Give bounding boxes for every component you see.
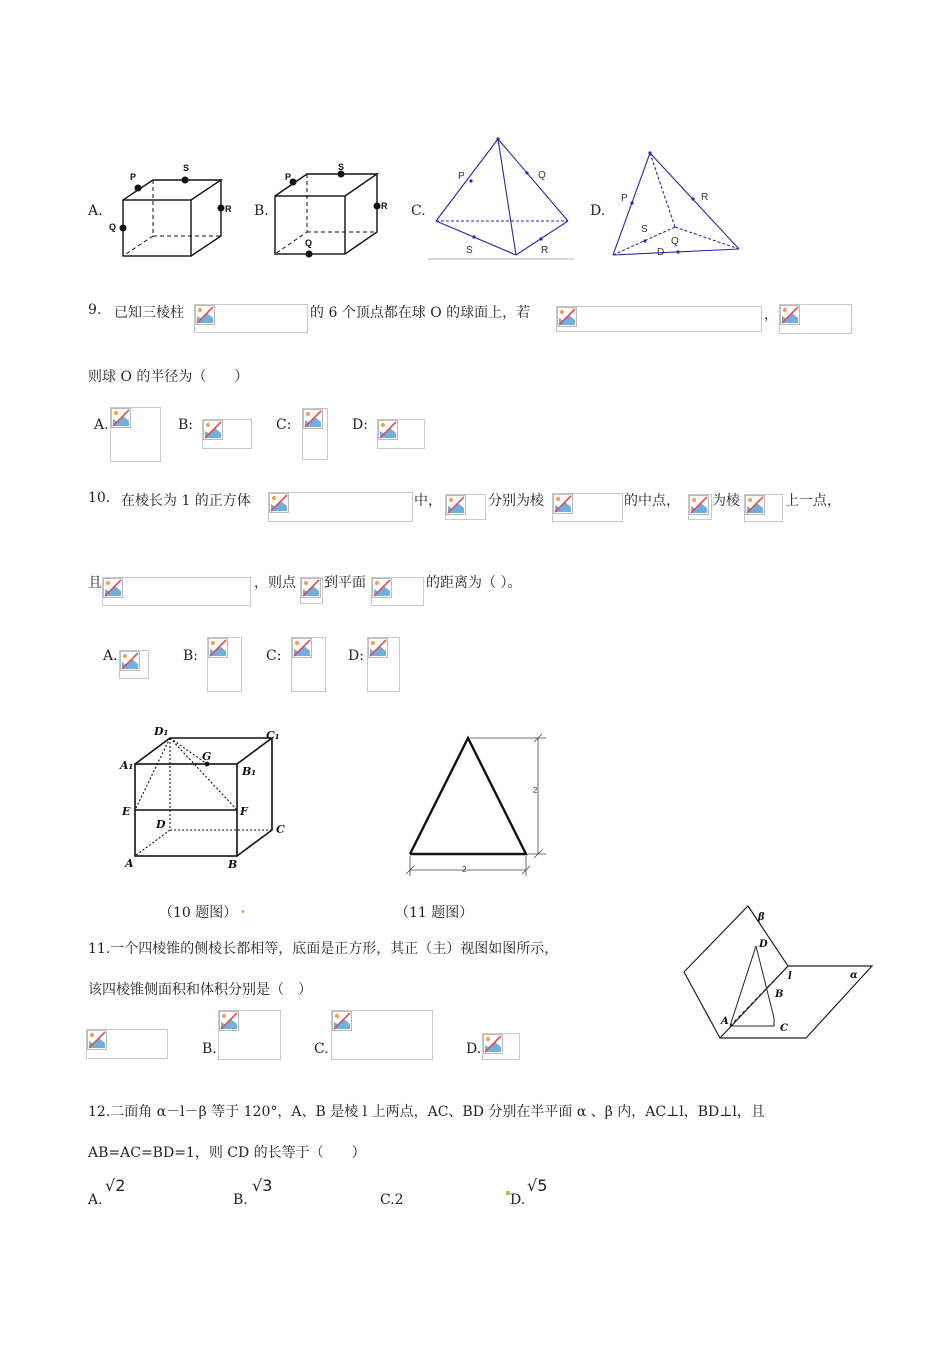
svg-text:S: S [183,163,190,173]
sqrt-5: √5 [527,1176,548,1195]
formula-image [556,306,762,332]
svg-text:R: R [381,201,388,211]
option-image [202,419,252,449]
option-image [367,637,400,692]
option-image [377,419,425,449]
svg-text:α: α [850,970,858,981]
svg-text:A₁: A₁ [120,759,134,772]
formula-image [300,577,323,604]
q10-option-b: B: [183,648,199,664]
option-image [302,408,328,460]
q9-text: 的 6 个顶点都在球 O 的球面上，若 [310,305,531,321]
q12-line2: AB=AC=BD=1，则 CD 的长等于（ ） [88,1145,366,1161]
svg-text:P: P [130,172,137,182]
svg-text:E: E [122,805,131,818]
formula-image [268,492,413,522]
sqrt-3: √3 [252,1176,273,1195]
option-image [119,650,149,679]
svg-text:P: P [285,172,292,182]
q8-option-b: B. [254,203,269,219]
svg-text:G: G [202,750,212,763]
tetrahedron-figure-d [605,145,750,260]
svg-text:D: D [657,247,665,258]
svg-text:2: 2 [462,865,467,874]
q10-option-c: C: [266,648,282,664]
svg-text:Q: Q [109,222,117,232]
q11-line2: 该四棱锥侧面积和体积分别是（ ） [88,982,312,998]
svg-text:P: P [458,171,465,182]
q8-option-c: C. [411,203,426,219]
option-image [218,1010,281,1060]
q10-option-d: D: [348,648,364,664]
option-image [86,1029,168,1059]
q9-number: 9. [88,302,102,318]
q9-option-a: A. [94,417,109,433]
svg-text:A: A [125,857,134,870]
q8-option-a: A. [88,203,103,219]
q10-option-a: A. [103,648,118,664]
formula-image [779,304,852,334]
tetrahedron-figure-c [428,133,578,263]
q12-line1: 12.二面角 α－l－β 等于 120°，A、B 是棱 l 上两点，AC、BD 分别在半平面 α 、β 内，AC⊥l，BD⊥l，且 [88,1104,765,1120]
q12-option-d: D. [510,1192,526,1208]
svg-text:β: β [758,912,765,923]
formula-image [194,304,308,333]
q9-option-b: B: [178,417,194,433]
svg-text:P: P [621,193,628,204]
svg-text:D: D [156,818,166,831]
svg-text:l: l [788,971,792,982]
formula-image [744,494,783,522]
svg-text:F: F [240,805,248,818]
cube-figure-a [105,160,240,260]
svg-text:R: R [701,192,709,203]
option-image [207,637,242,692]
option-image [291,637,326,692]
q9-line2: 则球 O 的半径为（ ） [88,369,249,385]
svg-text:A: A [721,1016,729,1027]
option-image [331,1010,433,1060]
q12-option-b: B. [233,1192,248,1208]
q11-option-c: C. [314,1041,329,1057]
svg-text:Q: Q [671,236,679,247]
option-image [110,407,161,462]
q10-number: 10. [88,490,111,506]
cube-figure-b [265,160,400,260]
figure-11-caption: （11 题图） [395,905,474,921]
dihedral-angle-figure-12 [678,900,878,1045]
q11-line1: 11.一个四棱锥的侧棱长都相等，底面是正方形，其正（主）视图如图所示， [88,941,559,957]
svg-text:C₁: C₁ [266,729,280,742]
cube-figure-10 [110,722,300,874]
svg-text:S: S [466,245,473,256]
q12-option-c: C.2 [380,1192,404,1208]
svg-text:Q: Q [305,238,313,248]
q12-option-a: A. [88,1192,103,1208]
formula-image [552,493,623,522]
formula-image [371,577,424,606]
svg-text:D: D [759,939,768,950]
svg-text:S: S [641,224,648,235]
q11-option-b: B. [202,1041,217,1057]
q8-option-d: D. [590,203,606,219]
q11-option-d: D. [466,1041,482,1057]
svg-text:R: R [225,204,232,214]
svg-text:C: C [276,823,285,836]
svg-text:R: R [541,245,549,256]
figure-10-caption: （10 题图） [159,905,238,921]
sqrt-2: √2 [105,1176,126,1195]
formula-image [688,494,712,520]
formula-image [102,577,251,606]
svg-text:C: C [780,1023,788,1034]
option-image [482,1033,520,1060]
svg-text:B₁: B₁ [242,765,257,778]
svg-text:2: 2 [533,786,538,795]
q9-text: 已知三棱柱 [114,305,184,321]
q9-option-c: C: [276,417,292,433]
q9-option-d: D: [352,417,368,433]
formula-image [445,494,486,520]
svg-text:B: B [228,858,238,871]
front-view-figure-11 [400,730,560,880]
svg-text:D₁: D₁ [154,725,169,738]
svg-text:B: B [775,989,784,1000]
svg-text:Q: Q [538,170,546,181]
svg-text:S: S [338,162,345,172]
